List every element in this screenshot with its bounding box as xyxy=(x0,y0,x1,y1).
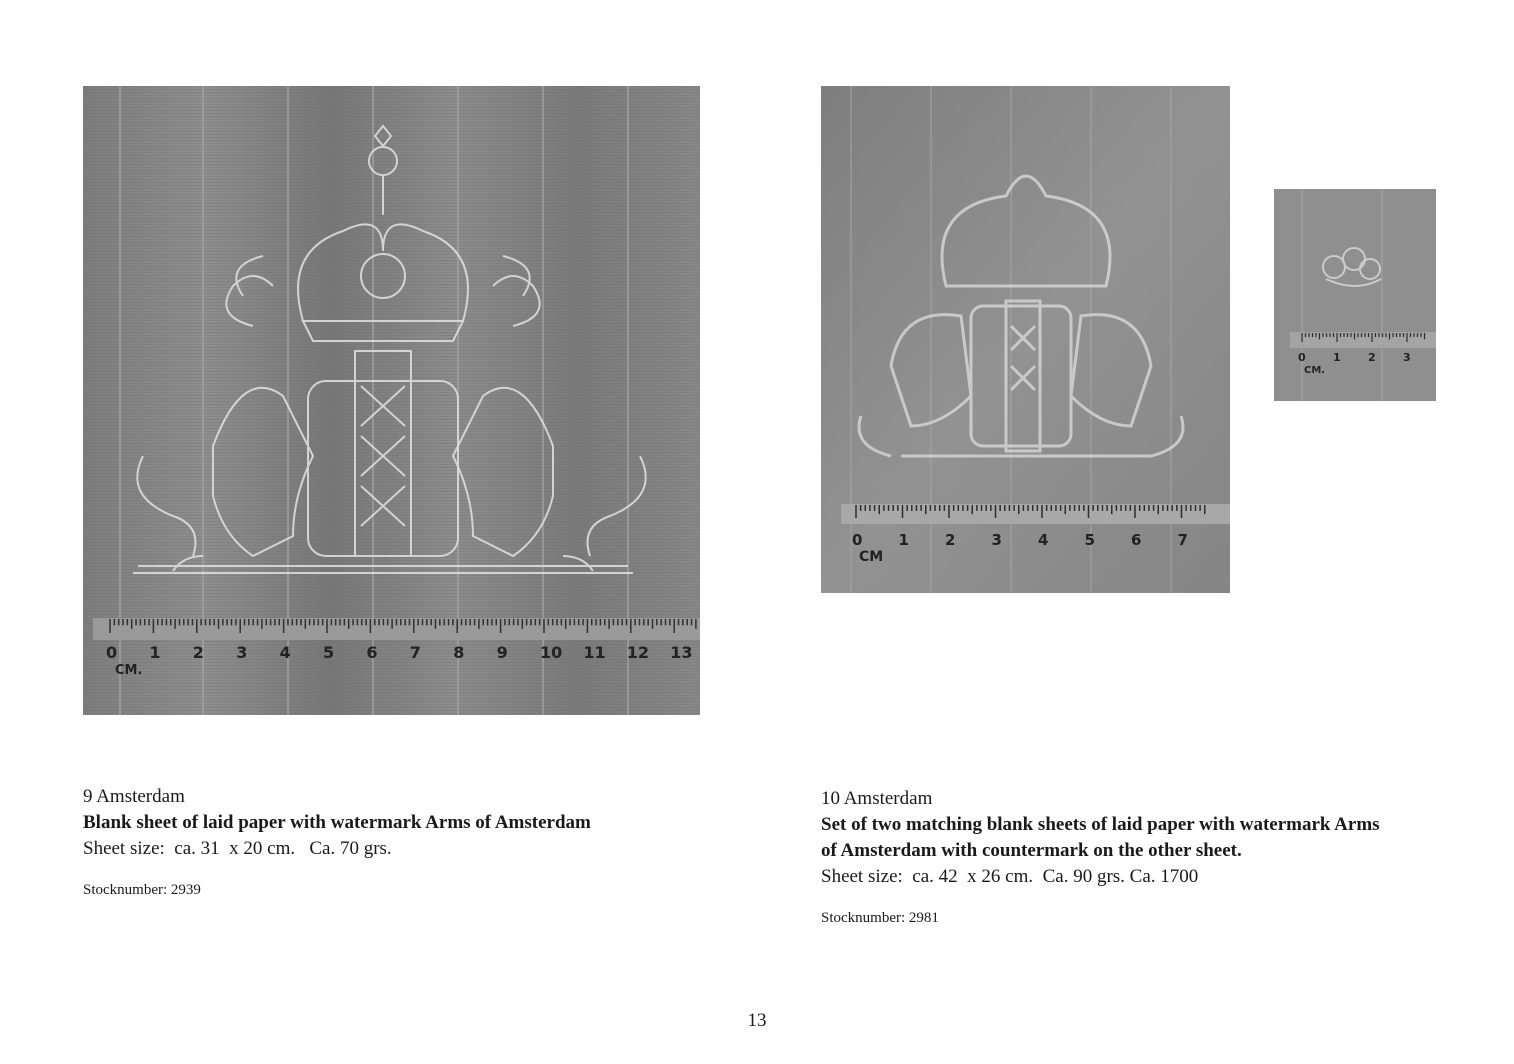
stock-number: Stocknumber: 2939 xyxy=(83,882,201,898)
ruler-label: 5 xyxy=(1084,531,1095,549)
item-title-line-1: Set of two matching blank sheets of laid paper with watermark Arms xyxy=(821,814,1380,835)
watermark-photo-10 xyxy=(821,86,1230,593)
ruler-label: 5 xyxy=(323,643,335,662)
ruler-label: 6 xyxy=(366,643,378,662)
sheet-size: Sheet size: ca. 42 x 26 cm. Ca. 90 grs. Ca. 1700 xyxy=(821,866,1199,887)
ruler-label: 12 xyxy=(626,643,650,662)
ruler-label: 2 xyxy=(1368,351,1376,364)
ruler-label: 3 xyxy=(236,643,248,662)
countermark-image xyxy=(1274,189,1436,401)
svg-text:CM.: CM. xyxy=(115,663,143,678)
ruler-label: 7 xyxy=(409,643,421,662)
countermark-photo-10 xyxy=(1274,189,1436,401)
ruler-label: 9 xyxy=(496,643,508,662)
ruler-label: 3 xyxy=(1403,351,1411,364)
ruler-label: 0 xyxy=(106,643,118,662)
ruler-label: 2 xyxy=(945,531,956,549)
ruler-label: 6 xyxy=(1131,531,1142,549)
ruler-label: 0 xyxy=(1298,351,1306,364)
ruler-label: 0 xyxy=(852,531,863,549)
stock-number: Stocknumber: 2981 xyxy=(821,910,939,926)
sheet-size: Sheet size: ca. 31 x 20 cm. Ca. 70 grs. xyxy=(83,838,392,859)
ruler-label: 3 xyxy=(991,531,1002,549)
ruler-label: 1 xyxy=(898,531,909,549)
ruler-label: 10 xyxy=(540,643,563,662)
ruler-label: 2 xyxy=(192,643,204,662)
ruler-label: 13 xyxy=(670,643,693,662)
svg-text:CM: CM xyxy=(859,549,884,565)
ruler-label: 7 xyxy=(1177,531,1188,549)
ruler-label: 4 xyxy=(279,643,291,662)
ruler-label: 8 xyxy=(453,643,465,662)
page-number: 13 xyxy=(747,1010,767,1031)
watermark-image-arms-of-amsterdam xyxy=(83,86,700,715)
watermark-photo-9 xyxy=(83,86,700,715)
ruler-label: 4 xyxy=(1038,531,1049,549)
watermark-image-arms-of-amsterdam-2 xyxy=(821,86,1230,593)
ruler-label: 1 xyxy=(1333,351,1341,364)
ruler-label: 11 xyxy=(583,643,606,662)
item-title: Blank sheet of laid paper with watermark Arms of Amsterdam xyxy=(83,812,591,833)
caption-item-9 xyxy=(83,784,723,900)
svg-text:CM.: CM. xyxy=(1304,365,1326,376)
item-title-line-2: of Amsterdam with countermark on the other sheet. xyxy=(821,840,1242,861)
item-number-location: 9 Amsterdam xyxy=(83,786,185,807)
caption-item-10 xyxy=(821,786,1471,928)
ruler-label: 1 xyxy=(149,643,161,662)
item-number-location: 10 Amsterdam xyxy=(821,788,933,809)
